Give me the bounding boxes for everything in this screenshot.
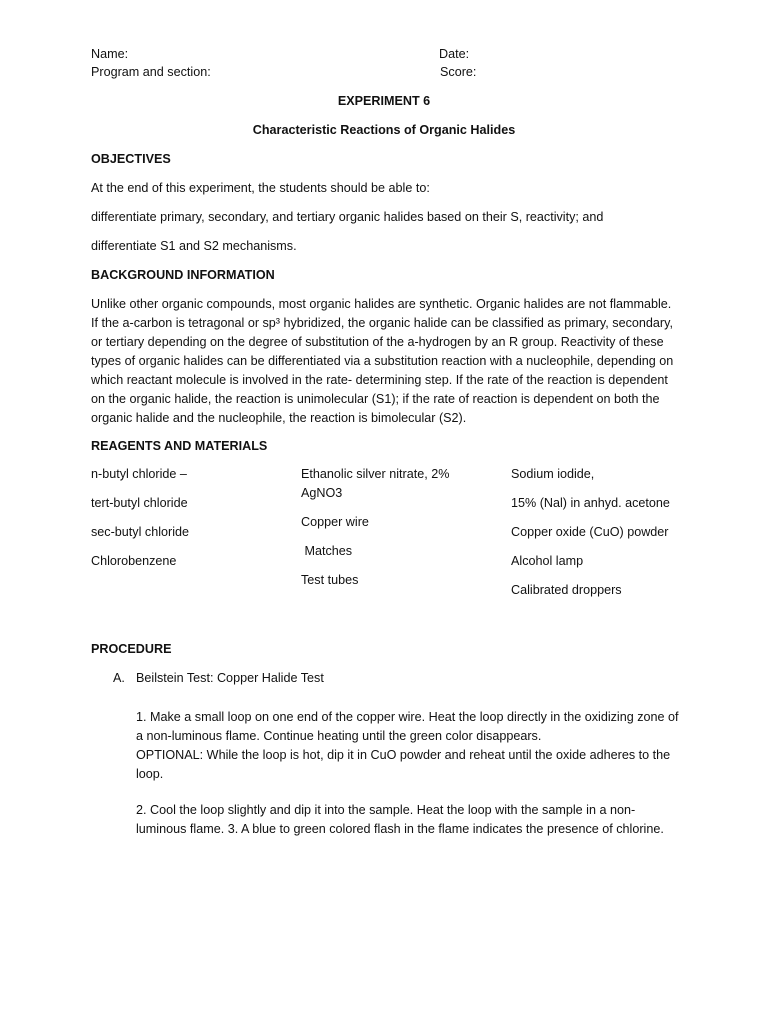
reagent-item: tert-butyl chloride (91, 496, 188, 510)
reagent-item: n-butyl chloride – (91, 467, 187, 481)
date-label: Date: (439, 47, 470, 61)
reagent-item: Copper oxide (CuO) powder (511, 525, 669, 539)
section-a-marker: A. (113, 671, 125, 685)
procedure-step-1-block (136, 708, 681, 784)
reagents-column-3 (511, 465, 670, 610)
reagent-item: Chlorobenzene (91, 554, 177, 568)
reagent-item: sec-butyl chloride (91, 525, 189, 539)
experiment-title: EXPERIMENT 6 (337, 94, 431, 108)
reagent-item: Calibrated droppers (511, 583, 622, 597)
procedure-step-2: 2. Cool the loop slightly and dip it into the sample. Heat the loop with the sample in a non-luminous flame. 3. A blue to green colored flash in the flame indicates the presence of chlorine. (136, 803, 664, 836)
procedure-optional-note: OPTIONAL: While the loop is hot, dip it in CuO powder and reheat until the oxide adheres to the loop. (136, 748, 671, 781)
reagent-item: 15% (Nal) in anhyd. acetone (511, 496, 670, 510)
procedure-step-2-block (136, 801, 681, 839)
section-a-title: Beilstein Test: Copper Halide Test (136, 671, 324, 685)
objective-item-2: differentiate S1 and S2 mechanisms. (91, 239, 297, 253)
experiment-subtitle: Characteristic Reactions of Organic Halides (252, 123, 516, 137)
reagent-item: Alcohol lamp (511, 554, 584, 568)
name-label: Name: (91, 47, 129, 61)
reagent-item: Copper wire (301, 515, 369, 529)
objectives-heading: OBJECTIVES (91, 152, 171, 166)
reagent-item: Matches (301, 544, 353, 558)
reagent-item: Ethanolic silver nitrate, 2% AgNO3 (301, 467, 450, 500)
procedure-heading: PROCEDURE (91, 642, 172, 656)
procedure-step-1: 1. Make a small loop on one end of the copper wire. Heat the loop directly in the oxidizing zone of a non-luminous flame. Continue heating until the green color disappears. (136, 710, 679, 743)
background-heading: BACKGROUND INFORMATION (91, 268, 275, 282)
objective-item-1: differentiate primary, secondary, and tertiary organic halides based on their S, reactivity; and (91, 210, 604, 224)
reagent-item: Sodium iodide, (511, 467, 595, 481)
background-paragraph: Unlike other organic compounds, most organic halides are synthetic. Organic halides are not flammable. If the a-carbon is tetragonal or sp³ hybridized, the organic halide can be classified as primary, secondary, or tertiary depending on the degree of substitution of the a-hydrogen by an R group. Reactivity of these types of organic halides can be differentiated via a substitution reaction with a nucleophile, depending on which reactant molecule is involved in the rate- determining step. If the rate of the reaction is dependent on the organic halide, the reaction is unimolecular (S1); if the rate of reaction is dependent on both the organic halide and the nucleophile, the reaction is bimolecular (S2). (91, 297, 674, 425)
program-label: Program and section: (91, 65, 211, 79)
score-label: Score: (440, 65, 477, 79)
reagent-item: Test tubes (301, 573, 359, 587)
objectives-intro: At the end of this experiment, the students should be able to: (91, 181, 430, 195)
reagents-column-2 (301, 465, 481, 600)
reagents-column-1 (91, 465, 189, 581)
reagents-heading: REAGENTS AND MATERIALS (91, 439, 268, 453)
